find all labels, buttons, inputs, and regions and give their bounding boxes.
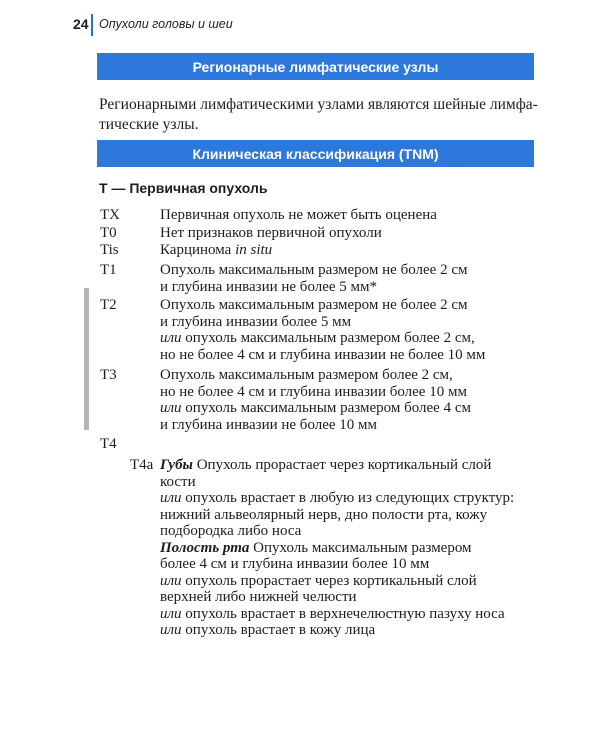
tnm-code: T4a (130, 457, 154, 473)
description-line: и глубина инвазии более 5 мм (160, 313, 352, 330)
description-line (160, 400, 471, 417)
description-line: Опухоль максимальным размером не более 2 см (160, 262, 468, 278)
description-line: кости (160, 473, 196, 490)
description-text: Опухоль максимальным размером (249, 539, 472, 556)
description-text: опухоль прорастает через кортикальный слой (181, 572, 477, 589)
description-line (160, 490, 514, 507)
tnm-code: T1 (100, 262, 117, 278)
description-line: Нет признаков первичной опухоли (160, 225, 382, 241)
tnm-description (160, 225, 382, 242)
tnm-description (160, 262, 467, 295)
description-line: но не более 4 см и глубина инвазии не более 10 мм (160, 346, 486, 363)
description-line: верхней либо нижней челюсти (160, 589, 357, 605)
tnm-code: Tis (100, 242, 119, 258)
description-line: но не более 4 см и глубина инвазии более 10 мм (160, 383, 467, 400)
section-title: Регионарные лимфатические узлы (192, 58, 439, 75)
description-line (160, 540, 514, 557)
paragraph-line: тические узлы. (99, 116, 199, 133)
header-divider (91, 14, 93, 36)
paragraph-line: Регионарными лимфатическими узлами являются шейные лимфа- (99, 96, 538, 113)
description-text: Опухоль прорастает через кортикальный слой (192, 457, 492, 473)
description-text: опухоль врастает в кожу лица (181, 622, 376, 638)
tnm-description (160, 242, 272, 259)
page-number: 24 (73, 16, 89, 32)
description-text: опухоль максимальным размером более 4 см (181, 400, 471, 416)
or-word: или (160, 572, 182, 589)
description-text: опухоль врастает в верхнечелюстную пазуху носа (181, 605, 505, 622)
section-banner-lymph-nodes (97, 53, 534, 80)
tnm-description (160, 297, 485, 363)
margin-marker-strip (84, 288, 89, 430)
or-word: или (160, 330, 182, 346)
tnm-description (160, 207, 437, 224)
description-text: опухоль врастает в любую из следующих структур: (181, 490, 515, 506)
running-title: Опухоли головы и шеи (99, 17, 233, 31)
subheading-primary-tumor: T — Первичная опухоль (99, 180, 268, 196)
description-line: Первичная опухоль не может быть оценена (160, 207, 437, 223)
description-line: Опухоль максимальным размером не более 2 см (160, 297, 468, 313)
description-line (160, 606, 514, 623)
tnm-description (160, 367, 471, 433)
description-line (160, 573, 514, 590)
or-word: или (160, 605, 182, 622)
tnm-description (160, 457, 514, 639)
section-banner-tnm (97, 140, 534, 167)
subsite-label-oral-cavity: Полость рта (160, 539, 250, 556)
description-line (160, 457, 514, 474)
italic-term: in situ (235, 242, 273, 258)
lymph-nodes-paragraph (99, 95, 539, 135)
description-line: Опухоль максимальным размером более 2 см, (160, 367, 453, 383)
description-line: подбородка либо носа (160, 523, 302, 539)
description-line: нижний альвеолярный нерв, дно полости рта, кожу (160, 506, 488, 523)
tnm-code: T0 (100, 225, 117, 241)
or-word: или (160, 490, 182, 506)
tnm-code: T3 (100, 367, 117, 383)
or-word: или (160, 400, 182, 416)
section-title: Клиническая классификация (TNM) (192, 145, 439, 162)
description-line: более 4 см и глубина инвазии более 10 мм (160, 556, 430, 572)
description-text: опухоль максимальным размером более 2 см, (181, 330, 475, 346)
tnm-code: TX (100, 207, 120, 223)
subsite-label-lips: Губы (160, 457, 193, 473)
tnm-code: T4 (100, 436, 117, 452)
description-line: и глубина инвазии не более 5 мм* (160, 278, 378, 295)
description-line (160, 622, 514, 639)
tnm-code: T2 (100, 297, 117, 313)
description-line: и глубина инвазии не более 10 мм (160, 416, 378, 433)
or-word: или (160, 622, 182, 638)
description-line (160, 330, 485, 347)
description-text: Карцинома (160, 242, 236, 258)
